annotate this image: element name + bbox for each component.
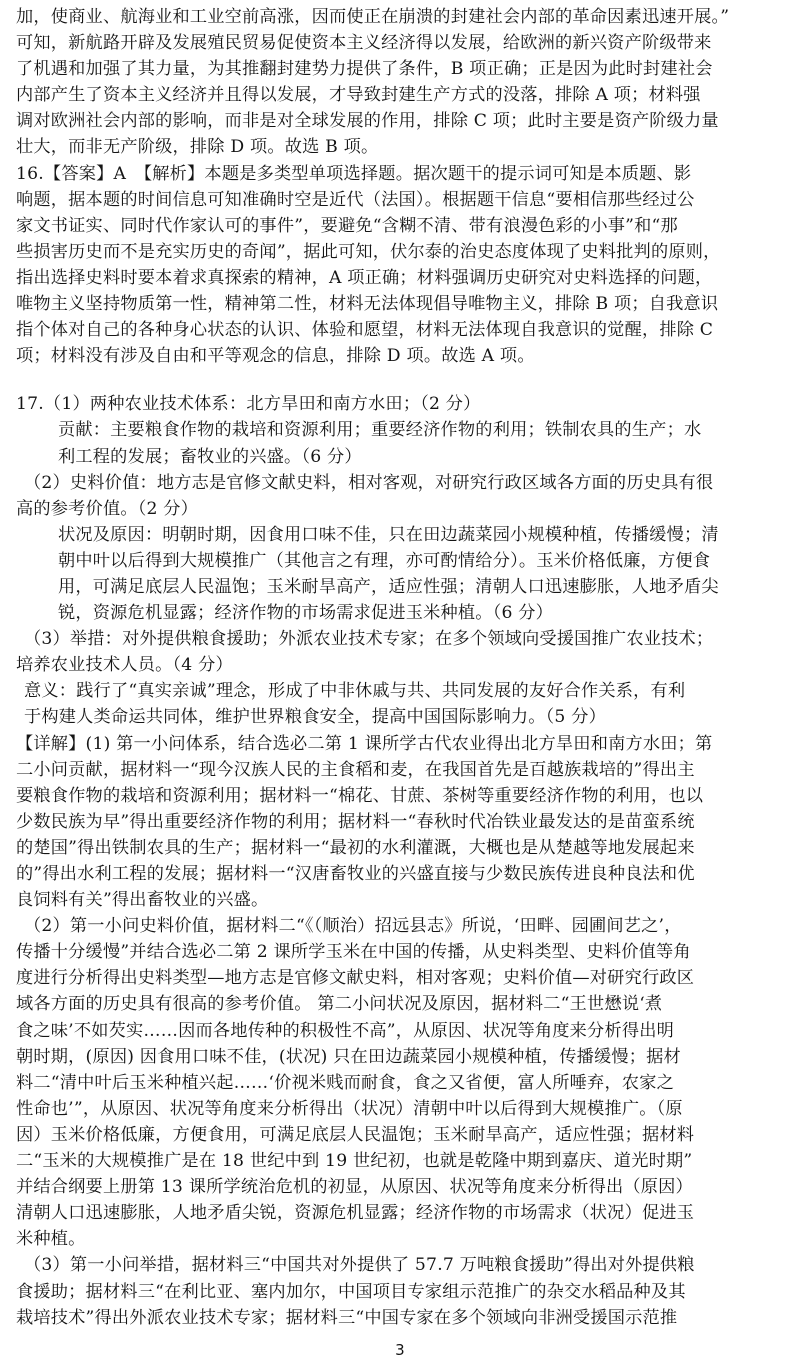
- text-line: 指个体对自己的各种身心状态的认识、体验和愿望，材料无法体现自我意识的觉醒，排除 C: [16, 320, 714, 341]
- text-line: 度进行分析得出史料类型—地方志是官修文献史料，相对客观；史料价值—对研究行政区: [16, 968, 695, 989]
- detail-heading-line: 【详解】(1) 第一小问体系，结合选必二第 1 课所学古代农业得出北方旱田和南方水田；第: [16, 733, 713, 754]
- text-line: 因）玉米价格低廉，方便食用，可满足底层人民温饱；玉米耐旱高产，适应性强；据材料: [16, 1124, 695, 1145]
- text-line: 些损害历史而不是充实历史的奇闻”，据此可知，伏尔泰的治史态度体现了史料批判的原则，: [16, 241, 721, 262]
- detail-part2-line: （2）第一小问史料价值，据材料二“《（顺治）招远县志》所说，‘田畔、园圃间艺之’，: [24, 916, 682, 937]
- text-line: 壮大，而非无产阶级，排除 D 项。故选 B 项。: [16, 137, 379, 158]
- q17-part2-status: 锐，资源危机显露；经济作物的市场需求促进玉米种植。（6 分）: [58, 603, 554, 624]
- q17-part3-significance: 于构建人类命运共同体，维护世界粮食安全，提高中国国际影响力。（5 分）: [24, 707, 606, 728]
- q17-part2-status: 状况及原因：明朝时期，因食用口味不佳，只在田边蔬菜园小规模种植，传播缓慢；清: [58, 524, 719, 545]
- q17-part1-system: 17.（1）两种农业技术体系：北方旱田和南方水田；（2 分）: [16, 394, 481, 415]
- text-line: 传播十分缓慢”并结合选必二第 2 课所学玉米在中国的传播，从史料类型、史料价值等角: [16, 942, 691, 963]
- text-line: 的”得出水利工程的发展；据材料一“汉唐畜牧业的兴盛直接与少数民族传进良种良法和优: [16, 864, 695, 884]
- q17-part1-contribution: 利工程的发展；畜牧业的兴盛。（6 分）: [58, 446, 362, 467]
- text-line: 料二“清中叶后玉米种植兴起……‘价视米贱而耐食，食之又省便，富人所唾弃，农家之: [16, 1072, 674, 1093]
- q17-part2-value: （2）史料价值：地方志是官修文献史料，相对客观，对研究行政区域各方面的历史具有很: [24, 472, 714, 493]
- text-line: 家文书证实、同时代作家认可的事件”，要避免“含糊不清、带有浪漫色彩的小事”和“那: [16, 215, 678, 236]
- section-spacer: [16, 369, 786, 391]
- text-line: 响题，据本题的时间信息可知准确时空是近代（法国）。根据题干信息“要相信那些经过公: [16, 189, 695, 210]
- text-line: 要粮食作物的栽培和资源利用；据材料一“棉花、甘蔗、茶树等重要经济作物的利用，也以: [16, 785, 704, 806]
- text-line: 了机遇和加强了其力量，为其推翻封建势力提供了条件，B 项正确；正是因为此时封建社会: [16, 59, 713, 80]
- page-number: 3: [395, 1341, 405, 1359]
- text-line: 良饲料有关”得出畜牧业的兴盛。: [16, 890, 269, 911]
- text-line: 少数民族为早”得出重要经济作物的利用；据材料一“春秋时代冶铁业最发达的是苗蛮系统: [16, 811, 695, 832]
- detail-part3-line: （3）第一小问举措，据材料三“中国共对外提供了 57.7 万吨粮食援助”得出对外提供粮: [24, 1255, 695, 1276]
- text-line: 项；材料没有涉及自由和平等观念的信息，排除 D 项。故选 A 项。: [16, 346, 535, 367]
- text-line: 性命也’”，从原因、状况等角度来分析得出（状况）清朝中叶以后得到大规模推广。（原: [16, 1098, 683, 1119]
- text-line: 指出选择史料时要本着求真探索的精神，A 项正确；材料强调历史研究对史料选择的问题，: [16, 267, 713, 288]
- q17-part3-measures: （3）举措：对外提供粮食援助；外派农业技术专家；在多个领域向受援国推广农业技术；: [24, 629, 714, 650]
- q17-part1-contribution: 贡献：主要粮食作物的栽培和资源利用；重要经济作物的利用；铁制农具的生产；水: [58, 420, 702, 441]
- text-line: 域各方面的历史具有很高的参考价值。 第二小问状况及原因，据材料二“王世懋说‘煮: [16, 994, 663, 1015]
- text-line: 二“玉米的大规模推广是在 18 世纪中到 19 世纪初，也就是乾隆中期到嘉庆、道光时期”: [16, 1151, 693, 1172]
- text-line: 米种植。: [16, 1229, 86, 1250]
- q16-heading-line: 16.【答案】A 【解析】本题是多类型单项选择题。据次题干的提示词可知是本质题、影: [16, 163, 692, 184]
- text-line: 调对欧洲社会内部的影响，而非是对全球发展的作用，排除 C 项；此时主要是资产阶级力量: [16, 111, 719, 132]
- text-line: 可知，新航路开辟及发展殖民贸易促使资本主义经济得以发展，给欧洲的新兴资产阶级带来: [16, 33, 712, 54]
- q17-part3-significance: 意义：践行了“真实亲诚”理念，形成了中非休戚与共、共同发展的友好合作关系，有利: [24, 681, 686, 702]
- q17-part2-status: 朝中叶以后得到大规模推广（其他言之有理，亦可酌情给分）。玉米价格低廉，方便食: [58, 550, 711, 571]
- text-line: 并结合纲要上册第 13 课所学统治危机的初显，从原因、状况等角度来分析得出（原因）: [16, 1177, 693, 1198]
- q17-part2-status: 用，可满足底层人民温饱；玉米耐旱高产，适应性强；清朝人口迅速膨胀，人地矛盾尖: [58, 576, 719, 597]
- text-line: 唯物主义坚持物质第一性，精神第二性，材料无法体现倡导唯物主义，排除 B 项；自我意识: [16, 294, 719, 315]
- text-line: 的楚国”得出铁制农具的生产；据材料一“最初的水利灌溉，大概也是从楚越等地发展起来: [16, 837, 695, 858]
- q16-answer-analysis: [16, 161, 786, 370]
- text-line: 栽培技术”得出外派农业技术专家；据材料三“中国专家在多个领域向非洲受援国示范推: [16, 1307, 678, 1328]
- text-line: 食援助；据材料三“在利比亚、塞内加尔，中国项目专家组示范推广的杂交水稻品种及其: [16, 1281, 686, 1302]
- text-line: 食之味’不如芡实……因而各地传种的积极性不高”，从原因、状况等角度来分析得出明: [16, 1020, 674, 1041]
- q15-analysis-continued: [16, 4, 786, 161]
- q17-answer: [16, 391, 786, 730]
- q17-part3-measures: 培养农业技术人员。（4 分）: [16, 655, 233, 676]
- text-line: 二小问贡献，据材料一“现今汉族人民的主食稻和麦，在我国首先是百越族栽培的”得出主: [16, 759, 695, 780]
- text-line: 加，使商业、航海业和工业空前高涨，因而使正在崩溃的封建社会内部的革命因素迅速开展。”: [16, 7, 730, 27]
- text-line: 朝时期，(原因) 因食用口味不佳，(状况) 只在田边蔬菜园小规模种植，传播缓慢；据材: [16, 1046, 681, 1067]
- text-line: 清朝人口迅速膨胀，人地矛盾尖锐，资源危机显露；经济作物的市场需求（状况）促进玉: [16, 1203, 695, 1224]
- q17-part2-value: 高的参考价值。（2 分）: [16, 498, 199, 519]
- text-line: 内部产生了资本主义经济并且得以发展，才导致封建生产方式的没落，排除 A 项；材料强: [16, 85, 701, 106]
- q17-detailed-explanation: [16, 731, 786, 1331]
